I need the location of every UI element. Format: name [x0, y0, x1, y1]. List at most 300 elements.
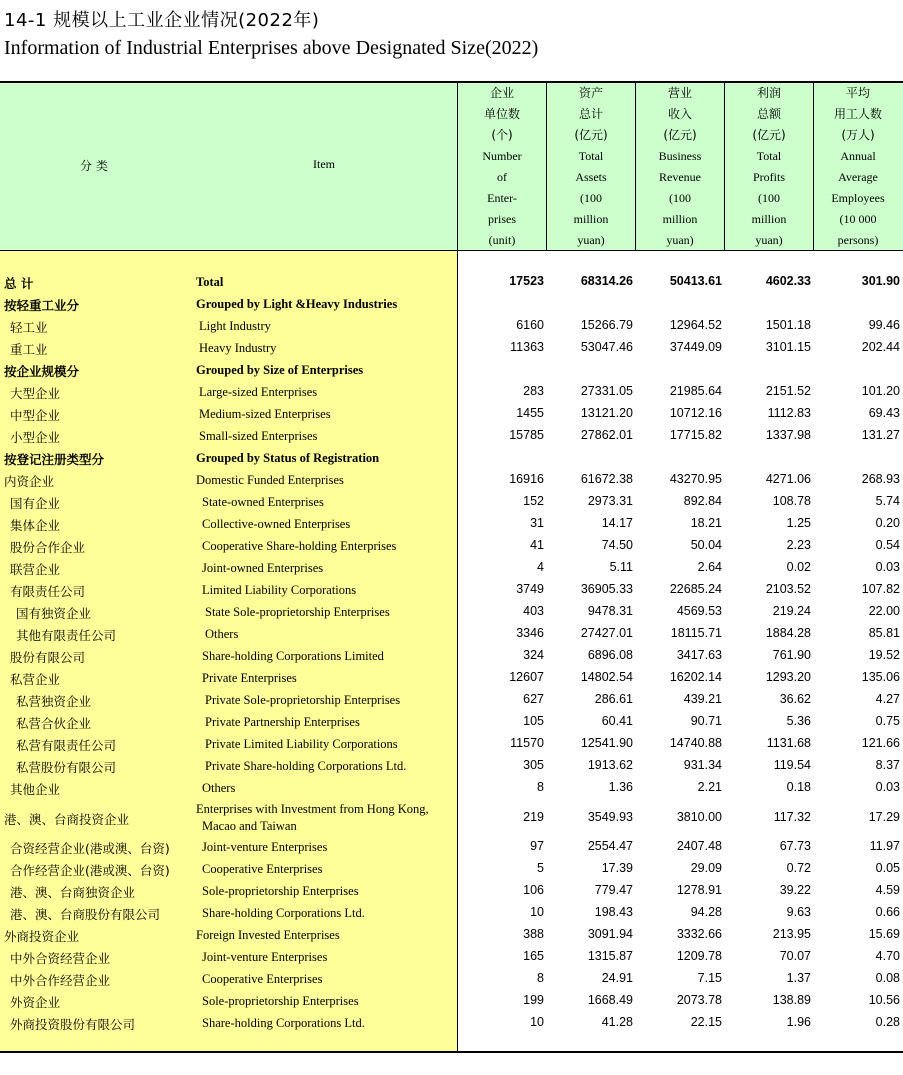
row-label-en: Sole-proprietorship Enterprises: [202, 884, 359, 898]
cell-value: 4.59: [875, 883, 900, 897]
row-label-en: Private Limited Liability Corporations: [205, 737, 398, 751]
cell-value: 1.36: [608, 780, 633, 794]
table-row: [0, 758, 903, 776]
cell-value: 1.37: [786, 971, 811, 985]
cell-value: 0.02: [786, 560, 811, 574]
cell-value: 283: [523, 384, 544, 398]
cell-value: 6160: [516, 318, 544, 332]
cell-value: 97: [530, 839, 544, 853]
row-label-en: Cooperative Enterprises: [202, 862, 323, 876]
column-divider: [635, 83, 636, 251]
table-row: [0, 428, 903, 446]
row-label-en: Large-sized Enterprises: [199, 385, 318, 399]
cell-value: 61672.38: [580, 472, 633, 486]
row-label-en: State Sole-proprietorship Enterprises: [205, 605, 390, 619]
table-row: [0, 905, 903, 923]
row-label-cn: 国有独资企业: [16, 606, 92, 621]
row-label-en: Others: [202, 781, 236, 795]
row-label-cn: 小型企业: [10, 430, 61, 445]
row-label-cn: 港、澳、台商股份有限公司: [10, 907, 161, 922]
cell-value: 22685.24: [669, 582, 722, 596]
row-label-en: Limited Liability Corporations: [202, 583, 357, 597]
cell-value: 1668.49: [587, 993, 633, 1007]
cell-value: 2.64: [697, 560, 722, 574]
cell-value: 31: [530, 516, 544, 530]
cell-value: 165: [523, 949, 544, 963]
cell-value: 3101.15: [765, 340, 811, 354]
table-row: [0, 406, 903, 424]
row-label-cn: 轻工业: [10, 320, 48, 335]
cell-value: 202.44: [861, 340, 900, 354]
column-header-line: (100: [669, 191, 691, 205]
table-row: [0, 340, 903, 358]
cell-value: 5.11: [609, 560, 633, 574]
cell-value: 198.43: [594, 905, 633, 919]
cell-value: 219: [523, 810, 544, 824]
row-label-cn: 中外合作经营企业: [10, 973, 111, 988]
cell-value: 18.21: [690, 516, 722, 530]
cell-value: 403: [523, 604, 544, 618]
column-header-line: 企业: [489, 86, 514, 100]
row-label-en: Private Partnership Enterprises: [205, 715, 360, 729]
cell-value: 9478.31: [587, 604, 633, 618]
cell-value: 27427.01: [580, 626, 633, 640]
column-header-line: Revenue: [659, 170, 701, 184]
header-category-cn: 分 类: [80, 159, 108, 173]
row-label-cn: 合作经营企业(港或澳、台资): [10, 863, 170, 878]
cell-value: 305: [523, 758, 544, 772]
cell-value: 3549.93: [587, 810, 633, 824]
cell-value: 388: [523, 927, 544, 941]
row-label-cn: 港、澳、台商投资企业: [4, 812, 130, 827]
column-header-line: (100: [580, 191, 602, 205]
row-label-cn: 内资企业: [4, 474, 55, 489]
row-label-en-line: Enterprises with Investment from Hong Kong,: [196, 802, 429, 816]
cell-value: 1209.78: [676, 949, 722, 963]
cell-value: 8.37: [875, 758, 900, 772]
row-label-cn: 合资经营企业(港或澳、台资): [10, 841, 170, 856]
column-header-line: Assets: [575, 170, 607, 184]
row-label-en: Grouped by Light &Heavy Industries: [196, 297, 398, 311]
column-header-line: Total: [756, 149, 782, 163]
cell-value: 2554.47: [587, 839, 633, 853]
row-label-cn: 按登记注册类型分: [4, 452, 105, 467]
column-header-line: (个): [491, 128, 513, 142]
table-row: [0, 927, 903, 945]
row-label-en: Share-holding Corporations Limited: [202, 649, 384, 663]
cell-value: 17.29: [868, 810, 900, 824]
table-row: [0, 582, 903, 600]
cell-value: 4: [537, 560, 544, 574]
cell-value: 439.21: [683, 692, 722, 706]
cell-value: 19.52: [868, 648, 900, 662]
row-label-en: [196, 801, 429, 835]
cell-value: 27862.01: [580, 428, 633, 442]
row-label-cn: 私营股份有限公司: [16, 760, 117, 775]
table-row: [0, 883, 903, 901]
cell-value: 117.32: [773, 810, 811, 824]
column-header-line: (亿元): [752, 128, 786, 142]
table-row: [0, 692, 903, 710]
cell-value: 1337.98: [765, 428, 811, 442]
table-row: [0, 861, 903, 879]
cell-value: 627: [523, 692, 544, 706]
cell-value: 2973.31: [587, 494, 633, 508]
cell-value: 9.63: [786, 905, 811, 919]
row-label-cn: 按轻重工业分: [4, 298, 80, 313]
table-row: [0, 274, 903, 292]
table-row: [0, 670, 903, 688]
column-header-line: 资产: [578, 86, 603, 100]
cell-value: 4602.33: [765, 274, 811, 288]
table-title-cn: 14-1 规模以上工业企业情况(2022年): [4, 10, 320, 31]
column-header-line: (亿元): [663, 128, 697, 142]
cell-value: 29.09: [690, 861, 722, 875]
cell-value: 1112.83: [767, 406, 811, 420]
column-header-line: yuan): [666, 233, 694, 247]
row-label-en: Private Enterprises: [202, 671, 297, 685]
cell-value: 27331.05: [580, 384, 633, 398]
table-row: [0, 949, 903, 967]
cell-value: 0.03: [875, 560, 900, 574]
cell-value: 892.84: [683, 494, 722, 508]
row-label-en: Private Share-holding Corporations Ltd.: [205, 759, 407, 773]
cell-value: 1884.28: [765, 626, 811, 640]
row-label-en: Heavy Industry: [199, 341, 277, 355]
cell-value: 1315.87: [587, 949, 633, 963]
cell-value: 14740.88: [669, 736, 722, 750]
row-label-en: Domestic Funded Enterprises: [196, 473, 344, 487]
cell-value: 0.20: [875, 516, 900, 530]
column-header-line: 总计: [578, 107, 603, 121]
cell-value: 2151.52: [765, 384, 811, 398]
table-row: [0, 714, 903, 732]
table-row: [0, 648, 903, 666]
cell-value: 107.82: [861, 582, 900, 596]
cell-value: 106: [523, 883, 544, 897]
row-label-en: Sole-proprietorship Enterprises: [202, 994, 359, 1008]
cell-value: 12607: [509, 670, 544, 684]
cell-value: 12964.52: [669, 318, 722, 332]
row-label-en: Small-sized Enterprises: [199, 429, 318, 443]
cell-value: 0.54: [875, 538, 900, 552]
row-label-en: Total: [196, 275, 224, 289]
column-header-line: (unit): [488, 233, 516, 247]
cell-value: 13121.20: [580, 406, 633, 420]
cell-value: 39.22: [779, 883, 811, 897]
cell-value: 931.34: [683, 758, 722, 772]
row-label-en: Cooperative Enterprises: [202, 972, 323, 986]
cell-value: 761.90: [772, 648, 811, 662]
cell-value: 0.18: [786, 780, 811, 794]
row-label-en: Private Sole-proprietorship Enterprises: [205, 693, 401, 707]
bottom-rule: [0, 1051, 903, 1053]
column-header-line: Business: [658, 149, 702, 163]
row-label-en-line: Macao and Taiwan: [202, 819, 297, 833]
table-row: [0, 384, 903, 402]
table-row: [0, 494, 903, 512]
cell-value: 4569.53: [676, 604, 722, 618]
row-label-cn: 私营合伙企业: [16, 716, 92, 731]
cell-value: 15785: [509, 428, 544, 442]
cell-value: 11.97: [869, 839, 900, 853]
cell-value: 0.28: [875, 1015, 900, 1029]
header-item-en: Item: [313, 157, 335, 171]
column-header-line: Average: [838, 170, 878, 184]
cell-value: 17.39: [601, 861, 633, 875]
row-label-en: State-owned Enterprises: [202, 495, 324, 509]
cell-value: 67.73: [779, 839, 811, 853]
cell-value: 94.28: [690, 905, 722, 919]
table-row: [0, 839, 903, 857]
cell-value: 3332.66: [676, 927, 722, 941]
cell-value: 50413.61: [669, 274, 722, 288]
row-label-en: Share-holding Corporations Ltd.: [202, 1016, 365, 1030]
cell-value: 22.00: [868, 604, 900, 618]
cell-value: 3417.63: [676, 648, 722, 662]
cell-value: 5: [537, 861, 544, 875]
cell-value: 85.81: [868, 626, 900, 640]
row-label-en: Medium-sized Enterprises: [199, 407, 331, 421]
row-label-cn: 中外合资经营企业: [10, 951, 111, 966]
row-label-cn: 重工业: [10, 342, 48, 357]
cell-value: 199: [523, 993, 544, 1007]
row-label-cn: 中型企业: [10, 408, 61, 423]
cell-value: 138.89: [772, 993, 811, 1007]
column-header: [458, 83, 546, 250]
table-row: [0, 450, 903, 468]
row-label-cn: 其他企业: [10, 782, 61, 797]
cell-value: 22.15: [690, 1015, 722, 1029]
cell-value: 101.20: [861, 384, 900, 398]
cell-value: 2.23: [786, 538, 811, 552]
table-row: [0, 736, 903, 754]
cell-value: 6896.08: [587, 648, 633, 662]
cell-value: 779.47: [594, 883, 633, 897]
cell-value: 16916: [509, 472, 544, 486]
cell-value: 8: [537, 971, 544, 985]
column-header-line: Employees: [831, 191, 885, 205]
row-label-cn: 私营有限责任公司: [16, 738, 117, 753]
row-label-cn: 国有企业: [10, 496, 61, 511]
cell-value: 41: [530, 538, 544, 552]
column-header-line: prises: [488, 212, 516, 226]
cell-value: 324: [523, 648, 544, 662]
cell-value: 10: [530, 1015, 544, 1029]
cell-value: 50.04: [690, 538, 722, 552]
column-header-line: Enter-: [487, 191, 517, 205]
cell-value: 301.90: [861, 274, 900, 288]
cell-value: 14802.54: [580, 670, 633, 684]
row-label-cn: 集体企业: [10, 518, 61, 533]
row-label-en: Collective-owned Enterprises: [202, 517, 351, 531]
column-header-line: yuan): [755, 233, 783, 247]
cell-value: 0.03: [875, 780, 900, 794]
cell-value: 10: [530, 905, 544, 919]
cell-value: 4.70: [875, 949, 900, 963]
cell-value: 0.08: [875, 971, 900, 985]
column-header: [725, 83, 813, 250]
cell-value: 15.69: [868, 927, 900, 941]
column-header-line: persons): [837, 233, 879, 247]
column-header: [636, 83, 724, 250]
cell-value: 69.43: [868, 406, 900, 420]
column-divider: [813, 83, 814, 251]
cell-value: 135.06: [861, 670, 900, 684]
column-header-line: (万人): [841, 128, 875, 142]
row-label-cn: 私营企业: [10, 672, 61, 687]
column-header-line: 平均: [845, 86, 870, 100]
table-row: [0, 560, 903, 578]
cell-value: 0.66: [875, 905, 900, 919]
cell-value: 119.54: [773, 758, 811, 772]
cell-value: 2073.78: [676, 993, 722, 1007]
column-header-line: Profits: [752, 170, 785, 184]
cell-value: 10712.16: [669, 406, 722, 420]
cell-value: 2103.52: [765, 582, 811, 596]
column-header-line: 总额: [756, 107, 781, 121]
cell-value: 152: [523, 494, 544, 508]
cell-value: 213.95: [772, 927, 811, 941]
row-label-cn: 股份有限公司: [10, 650, 86, 665]
table-row: [0, 296, 903, 314]
cell-value: 36.62: [779, 692, 811, 706]
table-row: [0, 971, 903, 989]
cell-value: 0.75: [875, 714, 900, 728]
row-label-cn: 港、澳、台商独资企业: [10, 885, 136, 900]
column-header-line: million: [573, 212, 609, 226]
cell-value: 0.05: [875, 861, 900, 875]
row-label-cn: 私营独资企业: [16, 694, 92, 709]
table-row: [0, 993, 903, 1011]
row-label-en: Others: [205, 627, 239, 641]
cell-value: 2.21: [697, 780, 722, 794]
row-label-cn: 有限责任公司: [10, 584, 86, 599]
cell-value: 99.46: [868, 318, 900, 332]
row-label-cn: 其他有限责任公司: [16, 628, 117, 643]
table-row: [0, 626, 903, 644]
cell-value: 5.36: [786, 714, 811, 728]
cell-value: 8: [537, 780, 544, 794]
row-label-en: Light Industry: [199, 319, 271, 333]
cell-value: 17523: [509, 274, 544, 288]
cell-value: 24.91: [601, 971, 633, 985]
table-row: [0, 604, 903, 622]
table-row: [0, 1015, 903, 1033]
column-header-line: Number: [482, 149, 522, 163]
row-label-cn: 股份合作企业: [10, 540, 86, 555]
table-row: [0, 516, 903, 534]
cell-value: 37449.09: [669, 340, 722, 354]
column-header-line: 用工人数: [833, 107, 882, 121]
cell-value: 3749: [516, 582, 544, 596]
cell-value: 3091.94: [587, 927, 633, 941]
row-label-en: Share-holding Corporations Ltd.: [202, 906, 365, 920]
column-header-line: 营业: [667, 86, 692, 100]
table-title-en: Information of Industrial Enterprises above Designated Size(2022): [4, 37, 539, 59]
column-header-line: 收入: [667, 107, 692, 121]
cell-value: 1455: [516, 406, 544, 420]
row-label-en: Cooperative Share-holding Enterprises: [202, 539, 397, 553]
row-label-en: Joint-venture Enterprises: [202, 840, 328, 854]
cell-value: 43270.95: [669, 472, 722, 486]
cell-value: 219.24: [772, 604, 811, 618]
row-label-cn: 按企业规模分: [4, 364, 80, 379]
cell-value: 10.56: [868, 993, 900, 1007]
row-label-en: Joint-owned Enterprises: [202, 561, 324, 575]
cell-value: 0.72: [786, 861, 811, 875]
column-divider: [724, 83, 725, 251]
cell-value: 121.66: [861, 736, 900, 750]
row-label-cn: 外资企业: [10, 995, 61, 1010]
cell-value: 11363: [510, 340, 544, 354]
column-header-line: of: [497, 170, 507, 184]
cell-value: 1913.62: [587, 758, 633, 772]
column-header-line: million: [751, 212, 787, 226]
cell-value: 3810.00: [676, 810, 722, 824]
column-header-line: (10 000: [839, 212, 877, 226]
row-label-cn: 联营企业: [10, 562, 61, 577]
column-divider: [546, 83, 547, 251]
cell-value: 3346: [516, 626, 544, 640]
cell-value: 90.71: [690, 714, 722, 728]
cell-value: 21985.64: [669, 384, 722, 398]
cell-value: 60.41: [601, 714, 633, 728]
cell-value: 7.15: [697, 971, 722, 985]
table-row: [0, 318, 903, 336]
cell-value: 1278.91: [676, 883, 722, 897]
cell-value: 36905.33: [580, 582, 633, 596]
row-label-cn: 总 计: [4, 276, 34, 291]
table-row: [0, 780, 903, 798]
cell-value: 15266.79: [580, 318, 633, 332]
cell-value: 12541.90: [580, 736, 633, 750]
column-header-line: 利润: [756, 86, 781, 100]
cell-value: 14.17: [601, 516, 633, 530]
column-header-line: (100: [758, 191, 780, 205]
column-header-line: 单位数: [483, 107, 520, 121]
column-header-line: million: [662, 212, 698, 226]
row-label-cn: 大型企业: [10, 386, 61, 401]
cell-value: 16202.14: [669, 670, 722, 684]
column-header-line: Total: [578, 149, 604, 163]
column-header: [814, 83, 902, 250]
row-label-cn: 外商投资企业: [4, 929, 80, 944]
cell-value: 131.27: [861, 428, 900, 442]
table-row: [0, 802, 903, 833]
cell-value: 18115.71: [670, 626, 722, 640]
cell-value: 1501.18: [765, 318, 811, 332]
row-label-cn: 外商投资股份有限公司: [10, 1017, 136, 1032]
table-row: [0, 538, 903, 556]
row-label-en: Joint-venture Enterprises: [202, 950, 328, 964]
table-row: [0, 472, 903, 490]
cell-value: 4.27: [875, 692, 900, 706]
column-header: [547, 83, 635, 250]
column-divider: [457, 83, 458, 1051]
cell-value: 41.28: [601, 1015, 633, 1029]
cell-value: 53047.46: [580, 340, 633, 354]
cell-value: 108.78: [772, 494, 811, 508]
cell-value: 5.74: [875, 494, 900, 508]
row-label-en: Grouped by Status of Registration: [196, 451, 380, 465]
cell-value: 286.61: [594, 692, 633, 706]
cell-value: 105: [523, 714, 544, 728]
cell-value: 1.25: [786, 516, 811, 530]
table-row: [0, 362, 903, 380]
cell-value: 17715.82: [669, 428, 722, 442]
cell-value: 74.50: [601, 538, 633, 552]
